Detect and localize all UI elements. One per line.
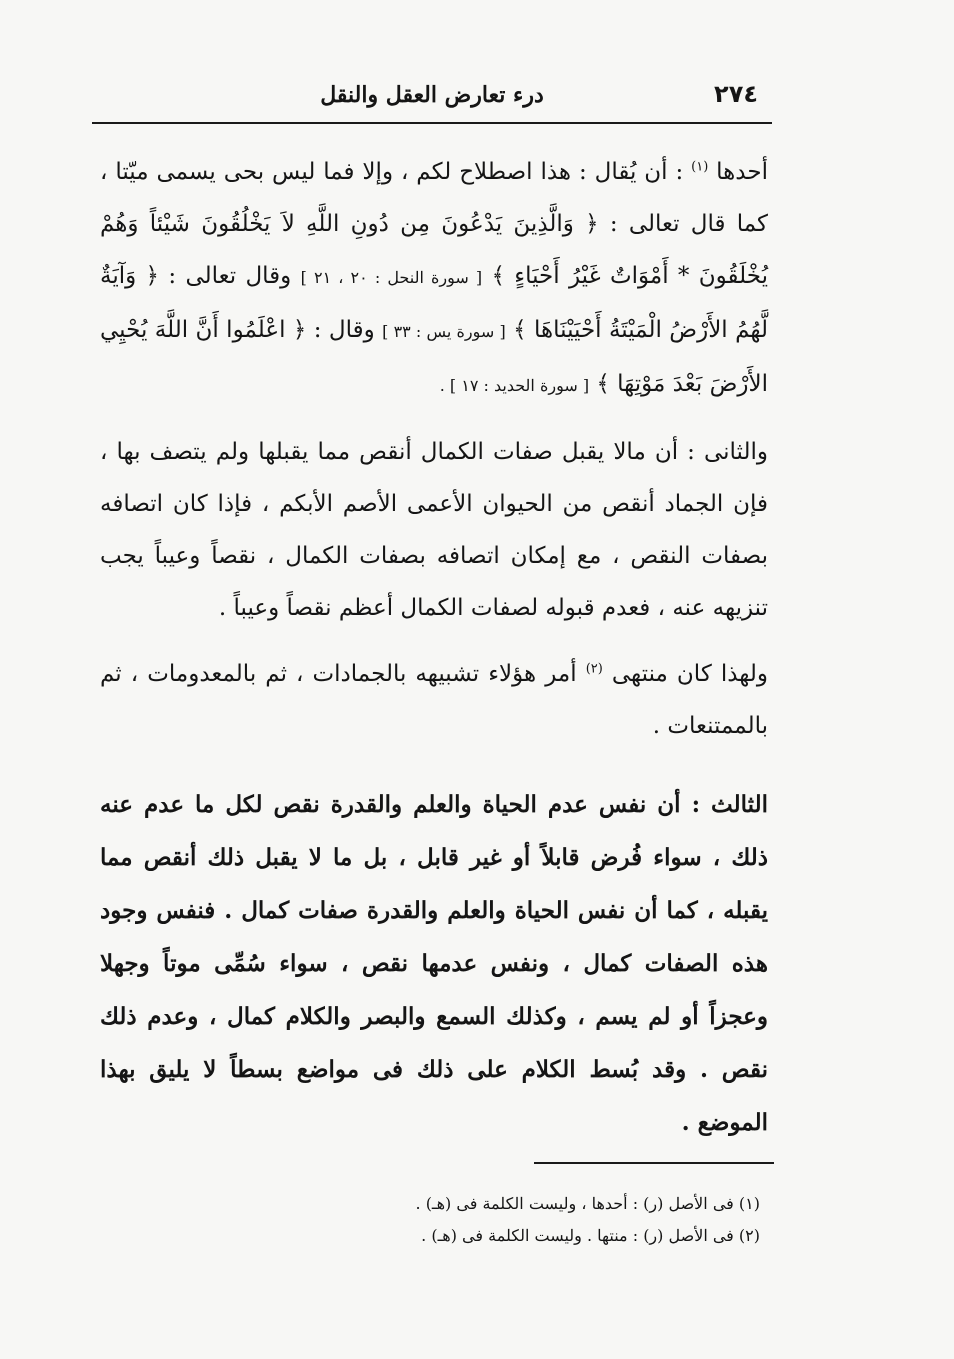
paragraph-fourth: الثالث : أن نفس عدم الحياة والعلم والقدرة نقص لكل ما عدم عنه ذلك ، سواء فُرض قابلاً أو غير قابل ، بل ما لا يقبل ذلك أنقص مما يقبله ، كما أن نفس الحياة والعلم والقدرة صفات كمال . فنفس وجود هذه الصفات كمال ، ونفس عدمها نقص ، سواء سُمِّى موتاً وجهلا وعجزاً أو لم يسم ، وكذلك السمع والبصر والكلام كمال ، وعدم ذلك نقص . وقد بُسط الكلام على ذلك فى مواضع بسطاً لا يليق بهذا الموضع . xyxy=(100,791,768,1136)
paragraph-second: والثانى : أن مالا يقبل صفات الكمال أنقص مما يقبلها ولم يتصف بها ، فإن الجماد أنقص من الحيوان الأعمى الأصم الأبكم ، فإذا كان اتصافه بصفات النقص ، مع إمكان اتصافه بصفات الكمال ، نقصاً وعيباً يجب تنزيهه عنه ، فعدم قبوله لصفات الكمال أعظم نقصاً وعيباً . xyxy=(100,439,768,621)
paragraph-spacer xyxy=(100,752,768,778)
footnote-mark-2: (٢) xyxy=(585,661,603,677)
header-rule xyxy=(92,122,772,124)
quran-reference: [ سورة الحديد : ١٧ ] . xyxy=(439,376,590,395)
page-number: ٢٧٤ xyxy=(714,80,758,108)
quran-reference: [ سورة يس : ٣٣ ] xyxy=(382,322,506,341)
paragraph-text: وقال تعالى : ﴿ وَآيَةٌ لَّهُمُ الأَرْضُ الْمَيْتَةُ أَحْيَيْنَاهَا ﴾ xyxy=(100,263,769,343)
paragraph-spacer xyxy=(100,412,768,426)
footnote-mark-1: (١) xyxy=(691,159,709,175)
quran-reference: [ سورة النحل : ٢٠ ، ٢١ ] xyxy=(300,268,483,287)
main-text xyxy=(100,146,768,1149)
paragraph-text: ولهذا كان منتهى xyxy=(611,661,769,687)
paragraph-lead: أحدها xyxy=(716,159,768,185)
paragraph-first xyxy=(100,146,768,412)
paragraph-text: وقال : ﴿ اعْلَمُوا أَنَّ اللَّهَ يُحْيِي الأَرْضَ بَعْدَ مَوْتِهَا ﴾ xyxy=(100,317,768,397)
footnote-item: (١) فى الأصل (ر) : أحدها ، وليست الكلمة فى (هـ) . xyxy=(415,1194,760,1213)
paragraph-text: أمر هؤلاء تشبيهه بالجمادات ، ثم بالمعدومات ، ثم بالممتنعات . xyxy=(100,661,768,739)
footnote-item: (٢) فى الأصل (ر) : منتها . وليست الكلمة فى (هـ) . xyxy=(421,1226,760,1245)
paragraph-third xyxy=(100,648,768,752)
page-header xyxy=(92,78,772,122)
footnotes xyxy=(300,1188,760,1252)
footnote-rule xyxy=(534,1162,774,1164)
paragraph-spacer xyxy=(100,634,768,648)
running-title: درء تعارض العقل والنقل xyxy=(320,82,544,108)
paragraph-text: : أن يُقال : هذا اصطلاح لكم ، وإلا فما ليس بحى يسمى ميّتا ، كما قال تعالى : ﴿ وَالَّذِينَ يَدْعُونَ مِن دُونِ اللَّهِ لاَ يَخْلُقُونَ شَيْئاً وَهُمْ يُخْلَقُونَ * أَمْوَاتٌ غَيْرُ أَحْيَاءٍ ﴾ xyxy=(100,159,769,289)
